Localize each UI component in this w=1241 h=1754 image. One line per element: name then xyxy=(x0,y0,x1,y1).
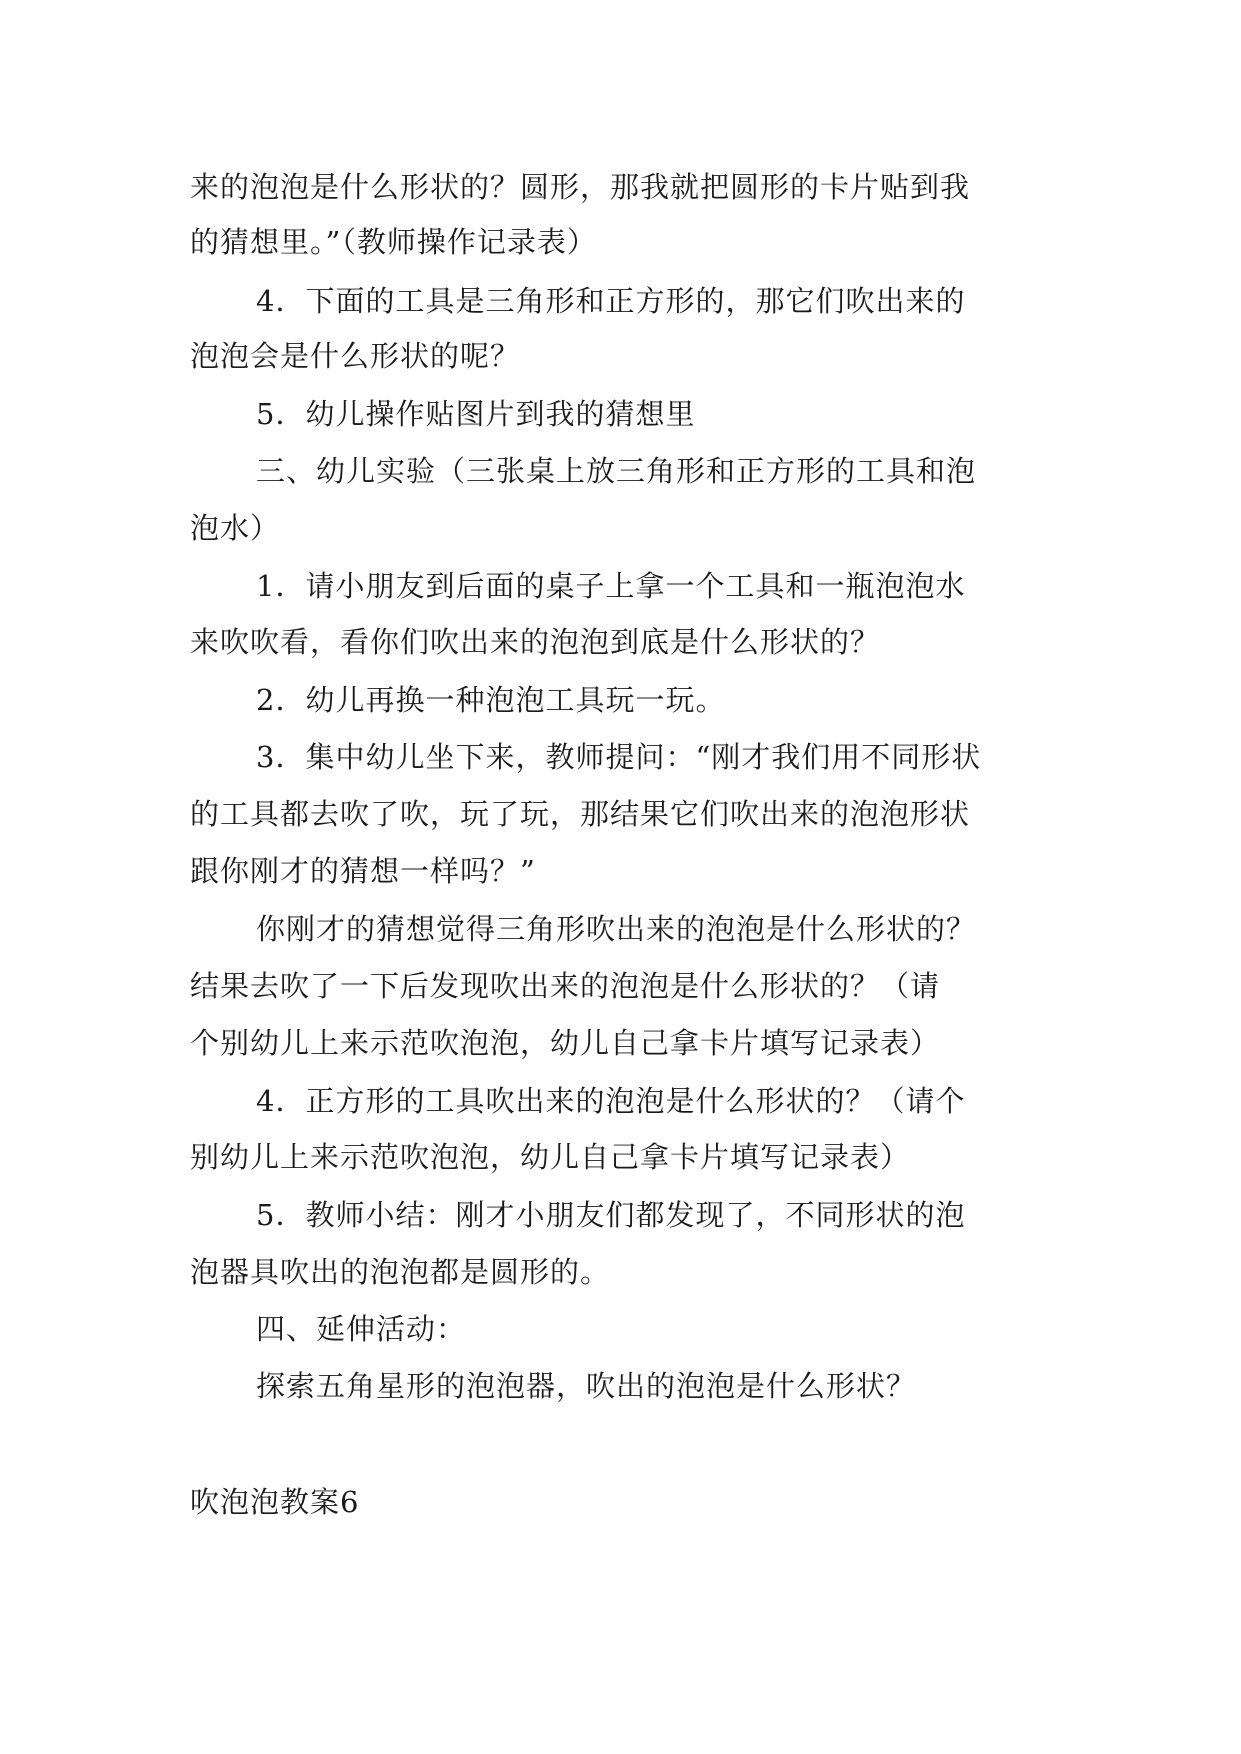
text-line: 四、延伸活动： xyxy=(256,1312,467,1346)
text-line: 三、幼儿实验（三张桌上放三角形和正方形的工具和泡 xyxy=(256,454,977,488)
text-line: 的猜想里。”（教师操作记录表） xyxy=(190,225,597,259)
text-line: 5．教师小结：刚才小朋友们都发现了，不同形状的泡 xyxy=(256,1198,966,1232)
text-line: 3．集中幼儿坐下来，教师提问：“刚才我们用不同形状 xyxy=(256,740,982,774)
text-line: 泡泡会是什么形状的呢？ xyxy=(190,339,521,373)
text-line: 的工具都去吹了吹，玩了玩，那结果它们吹出来的泡泡形状 xyxy=(190,797,971,831)
text-line: 结果去吹了一下后发现吹出来的泡泡是什么形状的？（请 xyxy=(190,969,941,1003)
text-line: 探索五角星形的泡泡器，吹出的泡泡是什么形状？ xyxy=(256,1369,917,1403)
text-line: 1．请小朋友到后面的桌子上拿一个工具和一瓶泡泡水 xyxy=(256,569,966,603)
text-line: 个别幼儿上来示范吹泡泡，幼儿自己拿卡片填写记录表） xyxy=(190,1026,941,1060)
text-line: 别幼儿上来示范吹泡泡，幼儿自己拿卡片填写记录表） xyxy=(190,1140,911,1174)
text-line: 来吹吹看，看你们吹出来的泡泡到底是什么形状的？ xyxy=(190,625,881,659)
text-line: 4．下面的工具是三角形和正方形的，那它们吹出来的 xyxy=(256,284,966,318)
text-line: 你刚才的猜想觉得三角形吹出来的泡泡是什么形状的？ xyxy=(256,912,977,946)
text-line: 跟你刚才的猜想一样吗？” xyxy=(190,854,536,888)
text-line: 2．幼儿再换一种泡泡工具玩一玩。 xyxy=(256,683,726,717)
section-title: 吹泡泡教案6 xyxy=(190,1485,360,1519)
text-line: 泡水） xyxy=(190,511,281,545)
text-line: 5．幼儿操作贴图片到我的猜想里 xyxy=(256,397,696,431)
text-line: 泡器具吹出的泡泡都是圆形的。 xyxy=(190,1255,611,1289)
text-line: 4．正方形的工具吹出来的泡泡是什么形状的？（请个 xyxy=(256,1084,966,1118)
text-line: 来的泡泡是什么形状的？圆形，那我就把圆形的卡片贴到我 xyxy=(190,170,971,204)
